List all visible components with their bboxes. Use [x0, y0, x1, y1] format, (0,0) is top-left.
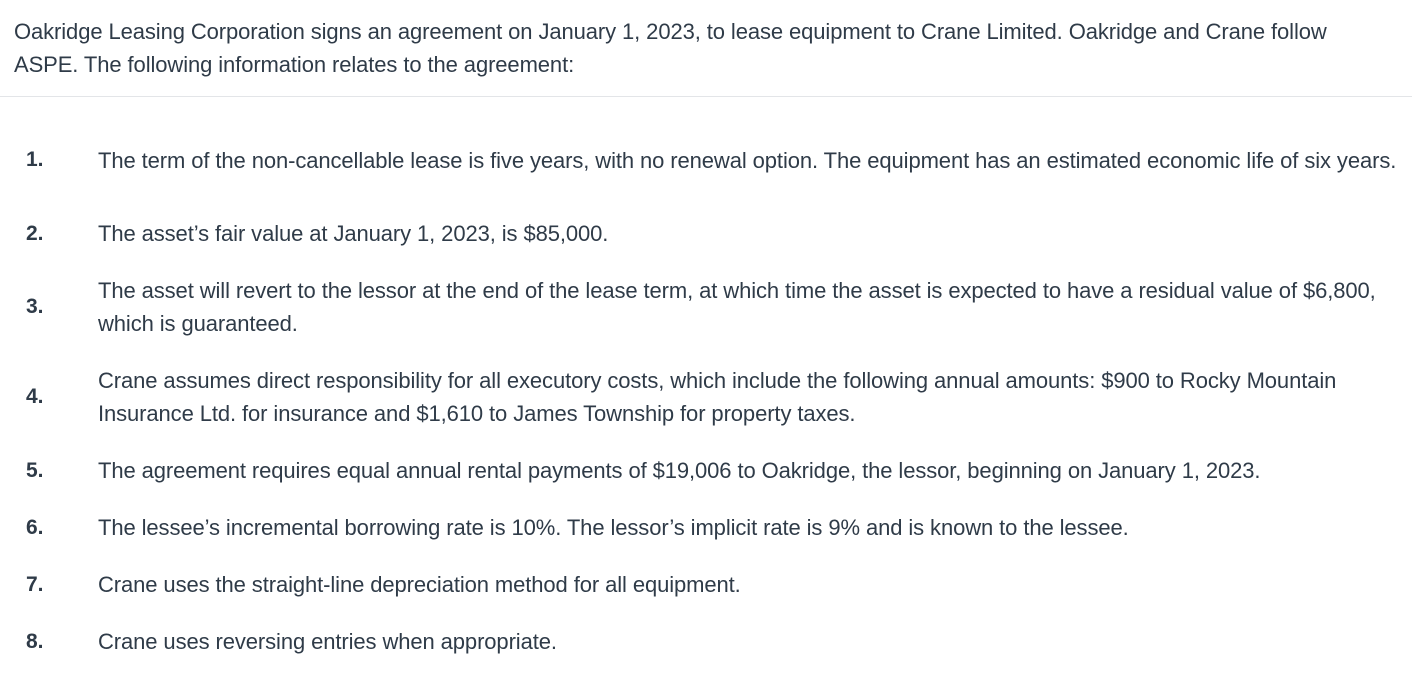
list-item	[0, 568, 1412, 601]
item-text: Crane assumes direct responsibility for all executory costs, which include the following annual amounts: $900 to Rocky Mountain Insurance Ltd. for insurance and $1,610 to James Township for property taxes.	[98, 368, 1337, 426]
item-text: Crane uses the straight-line depreciation method for all equipment.	[98, 572, 741, 597]
item-number: 5.	[26, 458, 44, 482]
list-item	[0, 127, 1412, 193]
list-item	[0, 625, 1412, 658]
item-number: 2.	[26, 221, 44, 245]
item-number: 6.	[26, 515, 44, 539]
list-item	[0, 364, 1412, 430]
item-text: The agreement requires equal annual rental payments of $19,006 to Oakridge, the lessor, beginning on January 1, 2023.	[98, 458, 1261, 483]
item-number: 8.	[26, 629, 44, 653]
list-item	[0, 217, 1412, 250]
item-text: Crane uses reversing entries when appropriate.	[98, 629, 557, 654]
item-number: 3.	[26, 295, 44, 318]
item-number: 1.	[26, 148, 44, 171]
list-item	[0, 511, 1412, 544]
item-text: The term of the non-cancellable lease is five years, with no renewal option. The equipment has an estimated economic life of six years.	[98, 147, 1397, 173]
item-text: The asset will revert to the lessor at the end of the lease term, at which time the asset is expected to have a residual value of $6,800, which is guaranteed.	[98, 278, 1376, 336]
list-item	[0, 274, 1412, 340]
item-number: 7.	[26, 572, 44, 596]
intro-paragraph: Oakridge Leasing Corporation signs an agreement on January 1, 2023, to lease equipment to Crane Limited. Oakridge and Crane follow ASPE. The following information relates to the agreement:	[14, 19, 1327, 77]
item-text: The lessee’s incremental borrowing rate is 10%. The lessor’s implicit rate is 9% and is known to the lessee.	[98, 515, 1129, 540]
item-text: The asset’s fair value at January 1, 2023, is $85,000.	[98, 221, 609, 246]
list-item	[0, 454, 1412, 487]
item-number: 4.	[26, 385, 44, 408]
